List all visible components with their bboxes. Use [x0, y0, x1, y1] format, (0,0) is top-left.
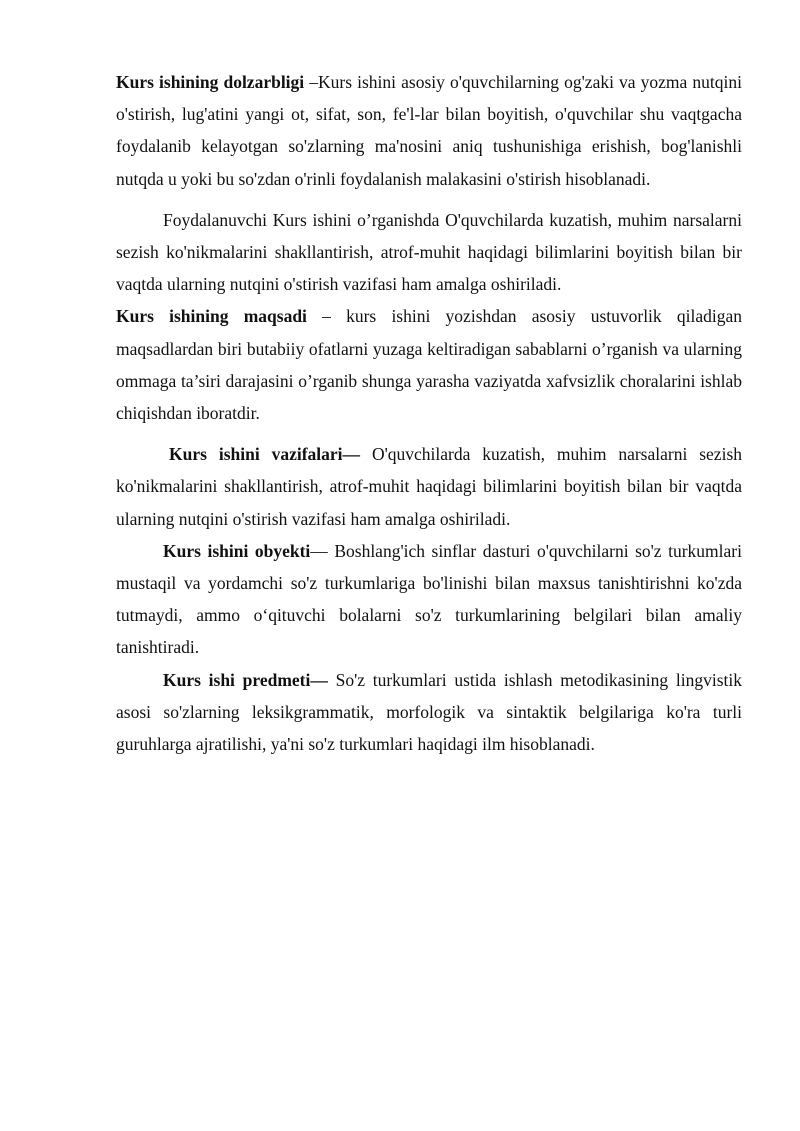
paragraph-tasks [116, 438, 742, 535]
paragraph-object [116, 535, 742, 664]
tasks-term: Kurs ishini vazifalari— [169, 444, 361, 465]
object-text: — Boshlang'ich sinflar dasturi o'quvchilarni so'z turkumlari mustaqil va yordamchi so'z turkumlariga bo'linishi bilan maxsus tanishtirishni ko'zda tutmaydi, ammo o‘qituvchi bolalarni so'z turkumlarining belgilari bilan amaliy tanishtiradi. [116, 540, 742, 658]
goal-term: Kurs ishining maqsadi [116, 306, 307, 327]
user-study-text: Foydalanuvchi Kurs ishini o’rganishda O'quvchilarda kuzatish, muhim narsalarni sezish ko'nikmalarini shakllantirish, atrof-muhit haqidagi bilimlarini boyitish bilan bir vaqtda ularning nutqini o'stirish vazifasi ham amalga oshiriladi. [116, 209, 742, 295]
subject-term: Kurs ishi predmeti— [163, 669, 328, 690]
paragraph-subject [116, 664, 742, 761]
goal-text: – kurs ishini yozishdan asosiy ustuvorlik qiladigan maqsadlardan biri butabiiy ofatlarni yuzaga keltiradigan sabablarni o’rganish va ularning ommaga ta’siri darajasini o’rganib shunga yarasha vaziyatda xafvsizlik choralarini ishlab chiqishdan iboratdir. [116, 306, 743, 424]
relevance-term: Kurs ishining dolzarbligi [116, 72, 305, 92]
paragraph-goal [116, 300, 742, 429]
paragraph-relevance [116, 66, 742, 195]
tasks-text: O'quvchilarda kuzatish, muhim narsalarni sezish ko'nikmalarini shakllantirish, atrof-muhit haqidagi bilimlarini boyitish bilan bir vaqtda ularning nutqini o'stirish vazifasi ham amalga oshiriladi. [116, 444, 743, 529]
relevance-text: –Kurs ishini asosiy o'quvchilarning og'zaki va yozma nutqini o'stirish, lug'atini yangi ot, sifat, son, fe'l-lar bilan boyitish, o'quvchilar shu vaqtgacha foydalanib kelayotgan so'zlarning ma'nosini aniq tushunishiga erishish, bog'lanishli nutqda u yoki bu so'zdan o'rinli foydalanish malakasini o'stirish hisoblanadi. [116, 72, 742, 189]
document-page [116, 66, 742, 760]
paragraph-user-study [116, 204, 742, 301]
object-term: Kurs ishini obyekti [163, 540, 311, 561]
subject-text: So'z turkumlari ustida ishlash metodikasining lingvistik asosi so'zlarning leksikgrammatik, morfologik va sintaktik belgilariga ko'ra turli guruhlarga ajratilishi, ya'ni so'z turkumlari haqidagi ilm hisoblanadi. [116, 669, 742, 755]
